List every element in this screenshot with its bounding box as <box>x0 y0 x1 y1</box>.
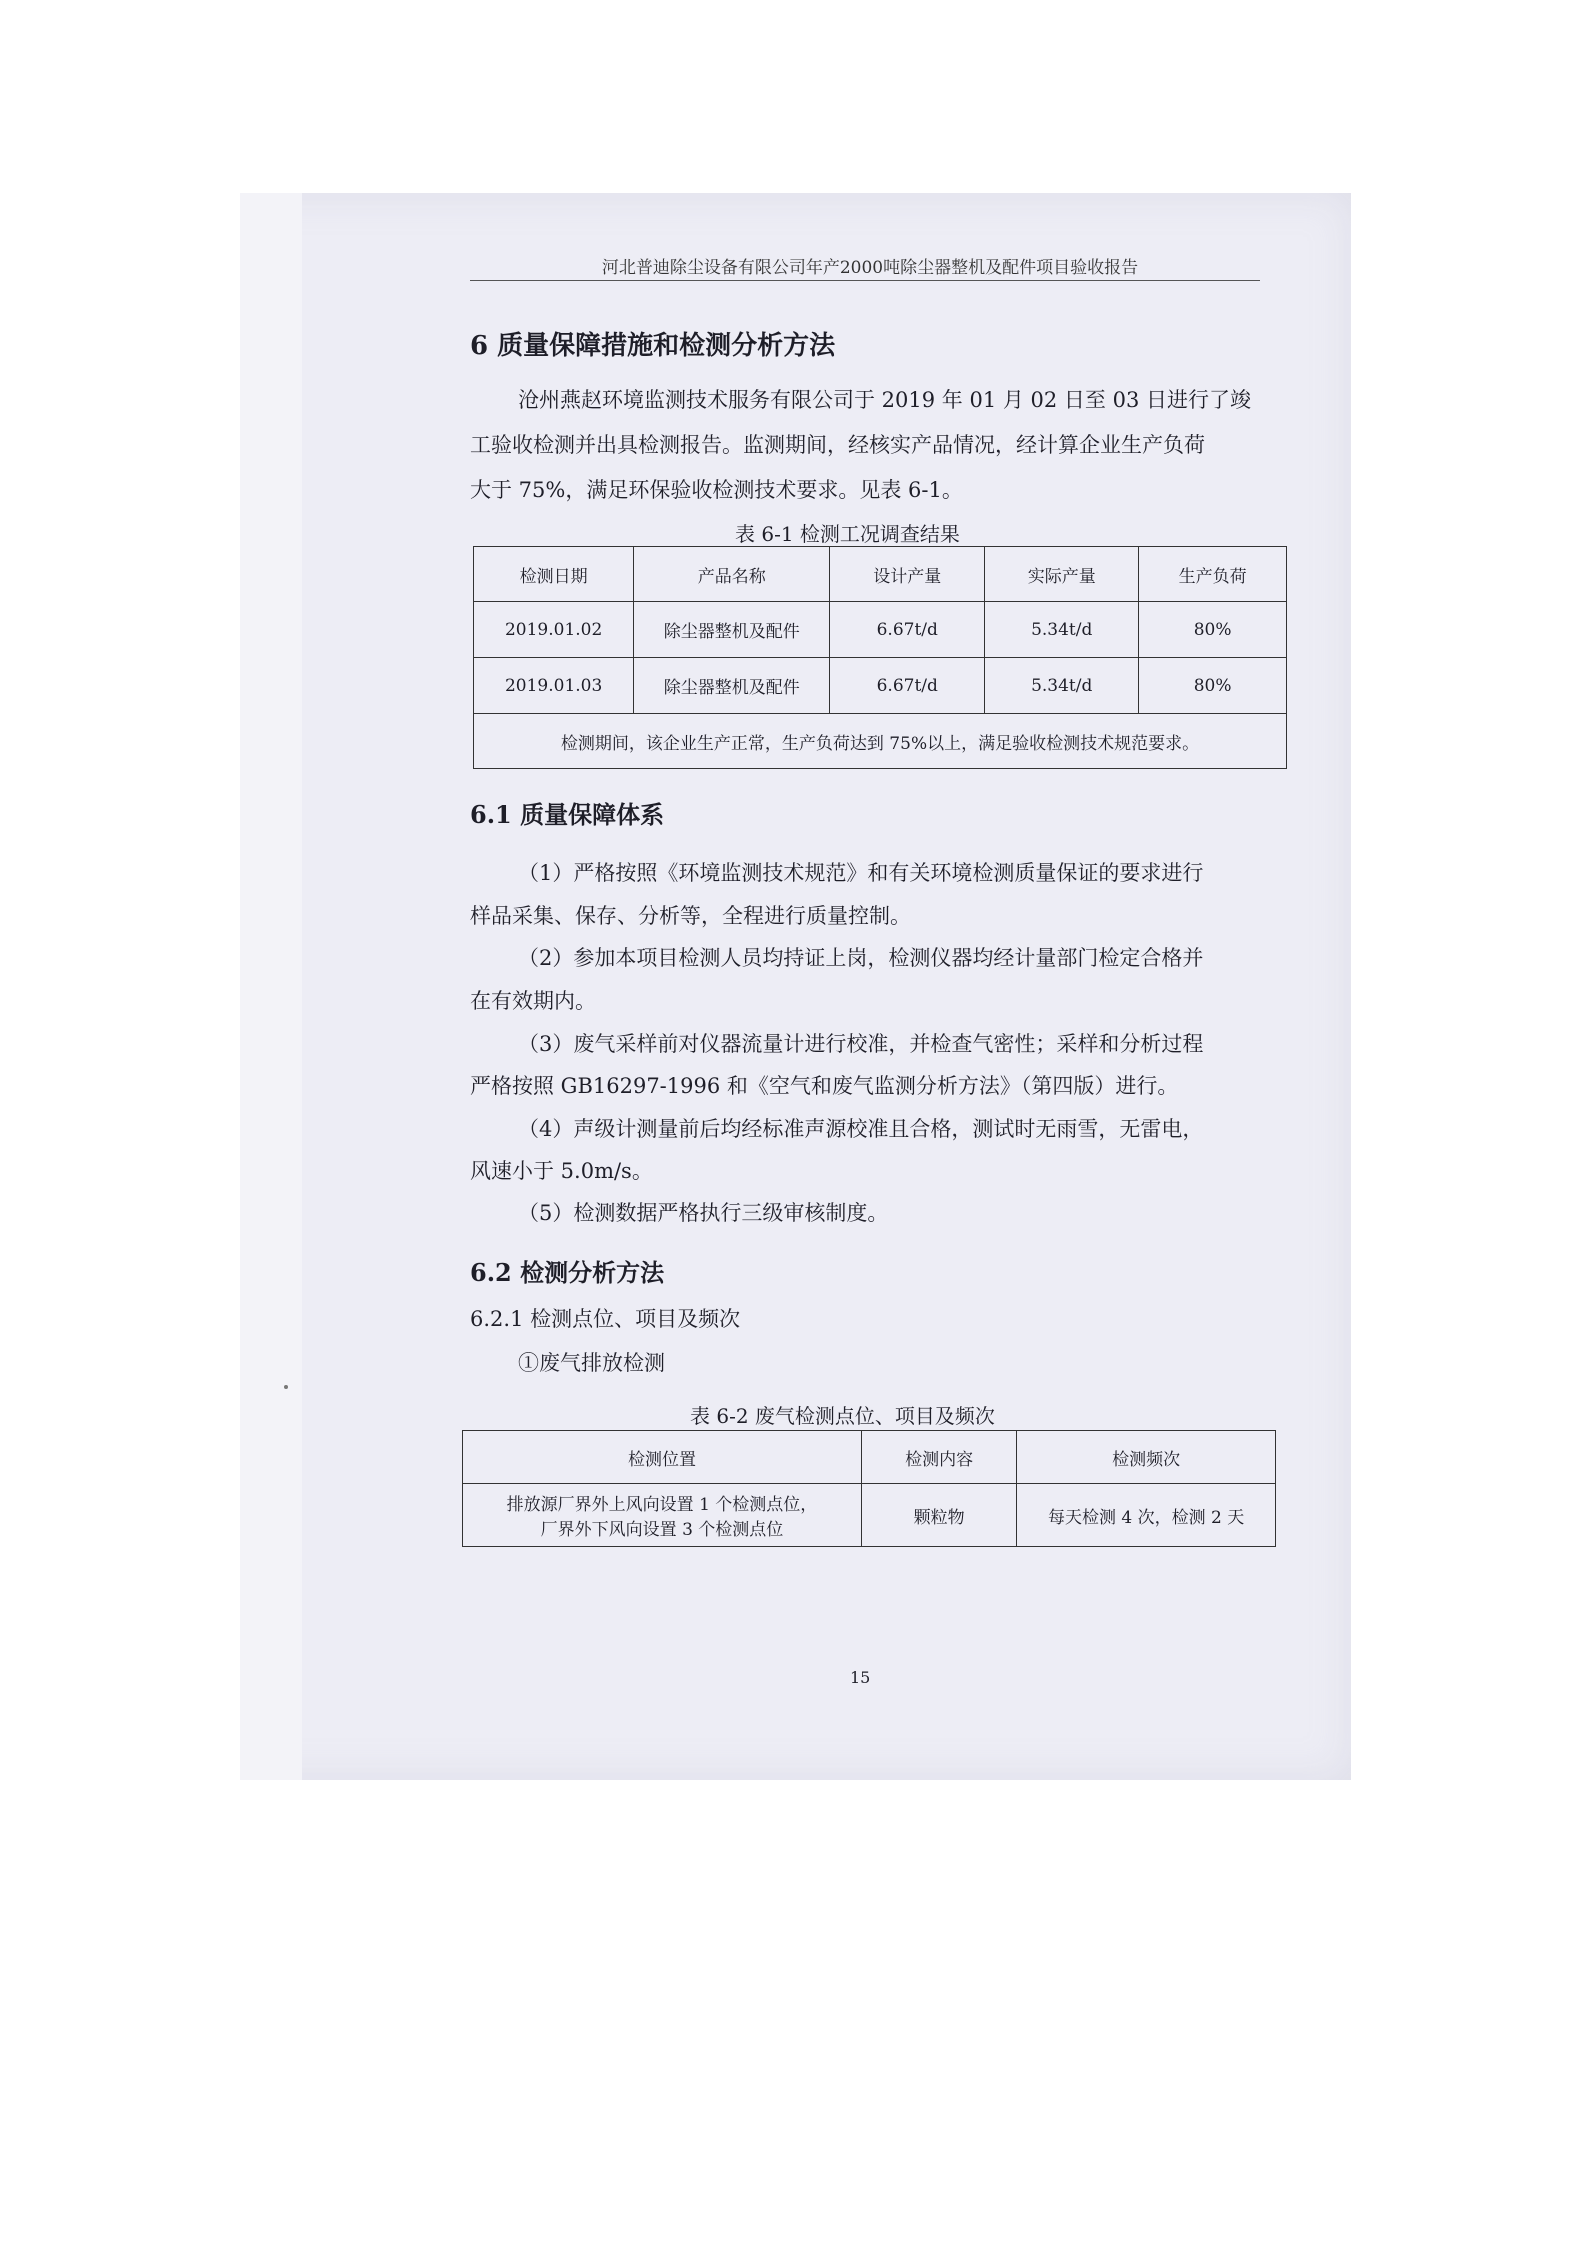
table-cell: 80% <box>1139 658 1287 714</box>
table-note-row <box>474 714 1287 769</box>
section-6-2-title: 6.2 检测分析方法 <box>470 1258 665 1287</box>
table-6-1 <box>473 546 1287 769</box>
paragraph-line: （1）严格按照《环境监测技术规范》和有关环境检测质量保证的要求进行 <box>518 861 1204 885</box>
intro-line-2: 工验收检测并出具检测报告。监测期间，经核实产品情况，经计算企业生产负荷 <box>470 433 1205 457</box>
table-cell: 2019.01.03 <box>474 658 634 714</box>
header-cell: 检测位置 <box>463 1431 862 1484</box>
paragraph-line: 在有效期内。 <box>470 989 596 1013</box>
table-cell: 除尘器整机及配件 <box>634 602 830 658</box>
table-note: 检测期间，该企业生产正常，生产负荷达到 75%以上，满足验收检测技术规范要求。 <box>474 714 1287 769</box>
table-row <box>474 602 1287 658</box>
table-cell: 6.67t/d <box>830 658 985 714</box>
table-cell: 6.67t/d <box>830 602 985 658</box>
section-6-1-title: 6.1 质量保障体系 <box>470 800 665 829</box>
intro-line-1: 沧州燕赵环境监测技术服务有限公司于 2019 年 01 月 02 日至 03 日进行了竣 <box>518 388 1252 412</box>
paragraph-line: 风速小于 5.0m/s。 <box>470 1159 653 1183</box>
header-cell: 检测日期 <box>474 547 634 602</box>
header-rule <box>470 280 1260 281</box>
section-6-title: 6 质量保障措施和检测分析方法 <box>470 331 836 361</box>
table-cell: 80% <box>1139 602 1287 658</box>
header-cell: 检测内容 <box>861 1431 1016 1484</box>
paragraph-line: 严格按照 GB16297-1996 和《空气和废气监测分析方法》（第四版）进行。 <box>470 1074 1179 1098</box>
subsection-6-2-1-title: 6.2.1 检测点位、项目及频次 <box>470 1307 741 1331</box>
running-header: 河北普迪除尘设备有限公司年产2000吨除尘器整机及配件项目验收报告 <box>601 258 1139 278</box>
table-header-row <box>463 1431 1276 1484</box>
table-cell: 5.34t/d <box>985 658 1139 714</box>
header-cell: 检测频次 <box>1017 1431 1276 1484</box>
paragraph-line: （5）检测数据严格执行三级审核制度。 <box>518 1201 889 1225</box>
table-cell: 2019.01.02 <box>474 602 634 658</box>
paragraph-line: （4）声级计测量前后均经标准声源校准且合格，测试时无雨雪，无雷电， <box>518 1117 1204 1141</box>
paragraph-line: 样品采集、保存、分析等，全程进行质量控制。 <box>470 904 911 928</box>
table-row <box>474 658 1287 714</box>
header-cell: 设计产量 <box>830 547 985 602</box>
header-cell: 实际产量 <box>985 547 1139 602</box>
page-number: 15 <box>850 1668 871 1687</box>
table-cell: 颗粒物 <box>861 1484 1016 1547</box>
header-cell: 产品名称 <box>634 547 830 602</box>
table-header-row <box>474 547 1287 602</box>
paragraph-line: （2）参加本项目检测人员均持证上岗，检测仪器均经计量部门检定合格并 <box>518 946 1204 970</box>
table-6-1-caption: 表 6-1 检测工况调查结果 <box>735 522 960 546</box>
table-row <box>463 1484 1276 1547</box>
table-cell: 除尘器整机及配件 <box>634 658 830 714</box>
table-6-2-caption: 表 6-2 废气检测点位、项目及频次 <box>690 1404 995 1428</box>
table-cell: 每天检测 4 次，检测 2 天 <box>1017 1484 1276 1547</box>
scan-edge <box>240 193 302 1780</box>
table-cell <box>463 1484 862 1547</box>
paragraph-line: （3）废气采样前对仪器流量计进行校准，并检查气密性；采样和分析过程 <box>518 1032 1204 1056</box>
intro-line-3: 大于 75%，满足环保验收检测技术要求。见表 6-1。 <box>470 478 963 502</box>
table-cell: 5.34t/d <box>985 602 1139 658</box>
table-6-2 <box>462 1430 1276 1547</box>
location-line: 排放源厂界外上风向设置 1 个检测点位， <box>506 1495 818 1515</box>
location-line: 厂界外下风向设置 3 个检测点位 <box>540 1520 784 1540</box>
header-cell: 生产负荷 <box>1139 547 1287 602</box>
list-item: ①废气排放检测 <box>518 1351 665 1375</box>
scan-speck <box>284 1385 288 1389</box>
